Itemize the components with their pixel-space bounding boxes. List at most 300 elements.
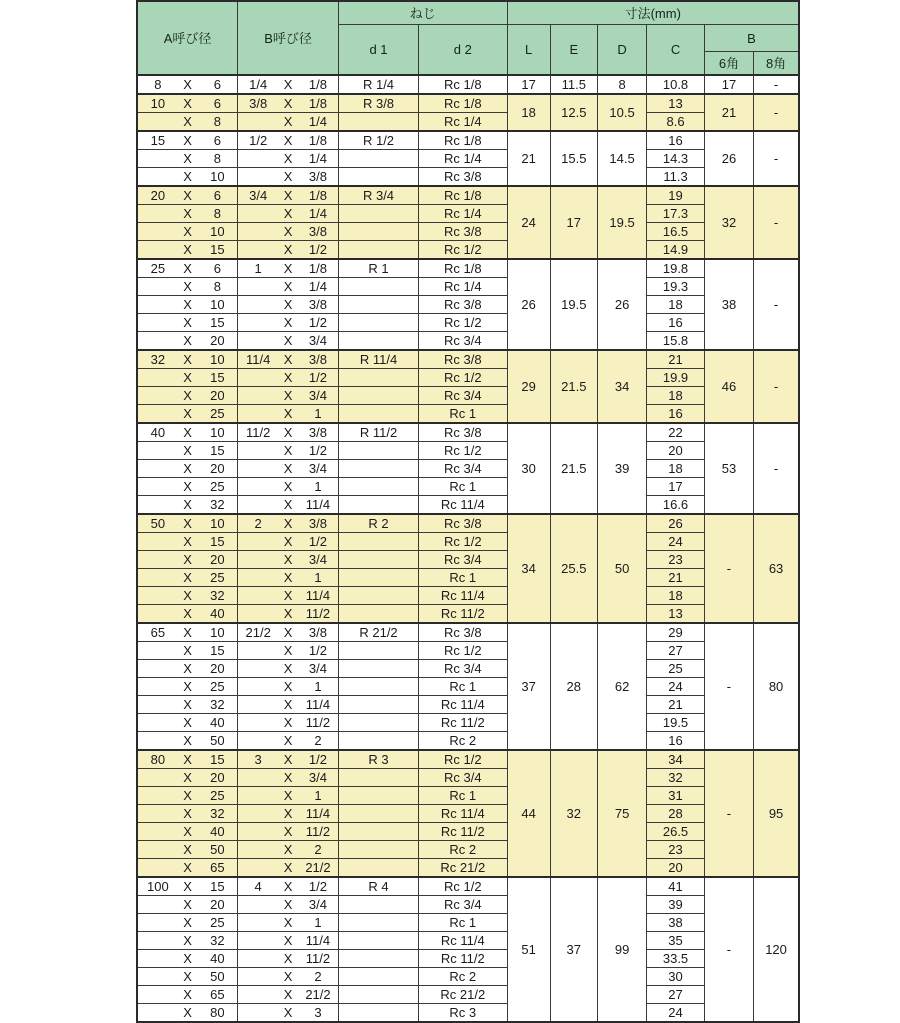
cell-b-nominal: X 1/4 bbox=[238, 205, 339, 223]
cell-b-nominal: 3 X 1/2 bbox=[238, 750, 339, 769]
cell-b-nominal: X 1/4 bbox=[238, 113, 339, 132]
cell-B-hex8: - bbox=[754, 259, 799, 350]
cell-C: 16 bbox=[647, 131, 705, 150]
cell-a-nominal: X 25 bbox=[137, 678, 238, 696]
cell-C: 14.3 bbox=[647, 150, 705, 168]
cell-a-nominal: X 20 bbox=[137, 387, 238, 405]
cell-d2: Rc 21/2 bbox=[419, 859, 507, 878]
cell-d2: Rc 1/4 bbox=[419, 205, 507, 223]
header-E: E bbox=[550, 25, 597, 76]
cell-C: 19 bbox=[647, 186, 705, 205]
cell-E: 19.5 bbox=[550, 259, 597, 350]
table-row bbox=[137, 986, 799, 1004]
table-row bbox=[137, 296, 799, 314]
header-D: D bbox=[597, 25, 646, 76]
table-row bbox=[137, 859, 799, 878]
cell-C: 17.3 bbox=[647, 205, 705, 223]
cell-a-nominal: X 20 bbox=[137, 551, 238, 569]
cell-d1: R 3 bbox=[338, 750, 418, 769]
cell-d1 bbox=[338, 369, 418, 387]
cell-E: 25.5 bbox=[550, 514, 597, 623]
cell-b-nominal: X 3/8 bbox=[238, 168, 339, 187]
cell-b-nominal: X 3/8 bbox=[238, 296, 339, 314]
table-row bbox=[137, 841, 799, 859]
cell-C: 16.5 bbox=[647, 223, 705, 241]
cell-B-hex8: - bbox=[754, 94, 799, 131]
cell-a-nominal: X 25 bbox=[137, 914, 238, 932]
cell-d1 bbox=[338, 605, 418, 624]
cell-d1 bbox=[338, 223, 418, 241]
cell-d2: Rc 1 bbox=[419, 678, 507, 696]
cell-d1 bbox=[338, 859, 418, 878]
table-row bbox=[137, 259, 799, 278]
cell-a-nominal: 20 X 6 bbox=[137, 186, 238, 205]
cell-d1 bbox=[338, 442, 418, 460]
cell-d2: Rc 2 bbox=[419, 732, 507, 751]
cell-b-nominal: X 1 bbox=[238, 787, 339, 805]
cell-d2: Rc 3/8 bbox=[419, 423, 507, 442]
cell-C: 30 bbox=[647, 968, 705, 986]
cell-C: 16 bbox=[647, 314, 705, 332]
cell-C: 15.8 bbox=[647, 332, 705, 351]
table-row bbox=[137, 769, 799, 787]
table-row bbox=[137, 75, 799, 94]
cell-a-nominal: X 8 bbox=[137, 150, 238, 168]
cell-d2: Rc 1/2 bbox=[419, 642, 507, 660]
cell-b-nominal: X 1/4 bbox=[238, 150, 339, 168]
cell-d2: Rc 1/2 bbox=[419, 442, 507, 460]
cell-L: 51 bbox=[507, 877, 550, 1022]
reducer-spec-table bbox=[136, 0, 800, 1023]
cell-a-nominal: X 50 bbox=[137, 968, 238, 986]
cell-D: 39 bbox=[597, 423, 646, 514]
cell-C: 17 bbox=[647, 478, 705, 496]
cell-d2: Rc 1/2 bbox=[419, 241, 507, 260]
cell-a-nominal: X 65 bbox=[137, 986, 238, 1004]
cell-B-hex8: 95 bbox=[754, 750, 799, 877]
cell-B-hex6: 46 bbox=[704, 350, 753, 423]
cell-a-nominal: X 20 bbox=[137, 896, 238, 914]
cell-C: 27 bbox=[647, 986, 705, 1004]
cell-E: 11.5 bbox=[550, 75, 597, 94]
cell-d2: Rc 11/4 bbox=[419, 932, 507, 950]
cell-d2: Rc 1/4 bbox=[419, 113, 507, 132]
cell-b-nominal: X 11/2 bbox=[238, 714, 339, 732]
cell-d1 bbox=[338, 205, 418, 223]
cell-d1 bbox=[338, 914, 418, 932]
header-d2: d 2 bbox=[419, 25, 507, 76]
cell-d1 bbox=[338, 533, 418, 551]
table-row bbox=[137, 950, 799, 968]
header-L: L bbox=[507, 25, 550, 76]
cell-a-nominal: 25 X 6 bbox=[137, 259, 238, 278]
cell-b-nominal: 11/4 X 3/8 bbox=[238, 350, 339, 369]
cell-C: 32 bbox=[647, 769, 705, 787]
cell-B-hex6: 26 bbox=[704, 131, 753, 186]
table-row bbox=[137, 569, 799, 587]
cell-C: 18 bbox=[647, 387, 705, 405]
cell-b-nominal: X 11/4 bbox=[238, 932, 339, 950]
table-row bbox=[137, 223, 799, 241]
header-thread-group: ねじ bbox=[338, 1, 507, 25]
cell-B-hex8: - bbox=[754, 131, 799, 186]
cell-L: 21 bbox=[507, 131, 550, 186]
cell-d1 bbox=[338, 332, 418, 351]
table-row bbox=[137, 186, 799, 205]
table-row bbox=[137, 551, 799, 569]
cell-d2: Rc 11/2 bbox=[419, 714, 507, 732]
cell-d2: Rc 1/8 bbox=[419, 131, 507, 150]
cell-a-nominal: X 32 bbox=[137, 696, 238, 714]
cell-b-nominal: X 11/2 bbox=[238, 823, 339, 841]
cell-B-hex6: 32 bbox=[704, 186, 753, 259]
cell-B-hex8: 80 bbox=[754, 623, 799, 750]
cell-d1 bbox=[338, 569, 418, 587]
table-row bbox=[137, 968, 799, 986]
cell-a-nominal: 32 X 10 bbox=[137, 350, 238, 369]
cell-d2: Rc 1 bbox=[419, 569, 507, 587]
table-row bbox=[137, 1004, 799, 1023]
header-B-hex6: 6角 bbox=[704, 52, 753, 76]
cell-a-nominal: 40 X 10 bbox=[137, 423, 238, 442]
cell-a-nominal: X 15 bbox=[137, 442, 238, 460]
cell-B-hex8: 120 bbox=[754, 877, 799, 1022]
cell-C: 38 bbox=[647, 914, 705, 932]
cell-a-nominal: X 40 bbox=[137, 714, 238, 732]
cell-b-nominal: X 2 bbox=[238, 732, 339, 751]
cell-E: 21.5 bbox=[550, 423, 597, 514]
cell-d2: Rc 1/8 bbox=[419, 259, 507, 278]
cell-C: 20 bbox=[647, 442, 705, 460]
cell-a-nominal: X 25 bbox=[137, 569, 238, 587]
table-row bbox=[137, 678, 799, 696]
cell-C: 26.5 bbox=[647, 823, 705, 841]
cell-a-nominal: X 25 bbox=[137, 478, 238, 496]
cell-C: 18 bbox=[647, 587, 705, 605]
table-row bbox=[137, 660, 799, 678]
cell-d1 bbox=[338, 678, 418, 696]
table-row bbox=[137, 369, 799, 387]
cell-D: 14.5 bbox=[597, 131, 646, 186]
cell-D: 8 bbox=[597, 75, 646, 94]
cell-L: 34 bbox=[507, 514, 550, 623]
table-row bbox=[137, 332, 799, 351]
cell-B-hex6: - bbox=[704, 514, 753, 623]
cell-d1 bbox=[338, 968, 418, 986]
cell-C: 19.8 bbox=[647, 259, 705, 278]
cell-C: 19.3 bbox=[647, 278, 705, 296]
cell-a-nominal: 10 X 6 bbox=[137, 94, 238, 113]
cell-C: 34 bbox=[647, 750, 705, 769]
cell-b-nominal: X 1/2 bbox=[238, 642, 339, 660]
cell-d1 bbox=[338, 496, 418, 515]
cell-b-nominal: X 11/4 bbox=[238, 587, 339, 605]
cell-a-nominal: X 15 bbox=[137, 533, 238, 551]
cell-d1 bbox=[338, 405, 418, 424]
cell-a-nominal: X 10 bbox=[137, 168, 238, 187]
cell-E: 21.5 bbox=[550, 350, 597, 423]
cell-d2: Rc 1/4 bbox=[419, 150, 507, 168]
cell-b-nominal: X 1 bbox=[238, 914, 339, 932]
cell-L: 29 bbox=[507, 350, 550, 423]
cell-a-nominal: 80 X 15 bbox=[137, 750, 238, 769]
cell-d2: Rc 3/8 bbox=[419, 168, 507, 187]
cell-d1 bbox=[338, 986, 418, 1004]
cell-L: 18 bbox=[507, 94, 550, 131]
table-row bbox=[137, 423, 799, 442]
header-b-nominal: B呼び径 bbox=[238, 1, 339, 75]
cell-C: 19.9 bbox=[647, 369, 705, 387]
cell-d1 bbox=[338, 387, 418, 405]
cell-a-nominal: X 65 bbox=[137, 859, 238, 878]
cell-d2: Rc 11/2 bbox=[419, 605, 507, 624]
cell-B-hex6: 17 bbox=[704, 75, 753, 94]
cell-d2: Rc 1 bbox=[419, 478, 507, 496]
cell-a-nominal: X 8 bbox=[137, 113, 238, 132]
cell-b-nominal: 21/2 X 3/8 bbox=[238, 623, 339, 642]
table-row bbox=[137, 496, 799, 515]
cell-b-nominal: 1/4 X 1/8 bbox=[238, 75, 339, 94]
cell-C: 29 bbox=[647, 623, 705, 642]
header-dimension-group: 寸法(mm) bbox=[507, 1, 799, 25]
cell-D: 26 bbox=[597, 259, 646, 350]
cell-b-nominal: X 1/2 bbox=[238, 241, 339, 260]
cell-B-hex8: - bbox=[754, 423, 799, 514]
cell-C: 23 bbox=[647, 841, 705, 859]
cell-L: 37 bbox=[507, 623, 550, 750]
cell-d2: Rc 3/8 bbox=[419, 223, 507, 241]
cell-d2: Rc 1 bbox=[419, 914, 507, 932]
cell-d2: Rc 3/4 bbox=[419, 769, 507, 787]
cell-d1: R 11/2 bbox=[338, 423, 418, 442]
cell-C: 10.8 bbox=[647, 75, 705, 94]
cell-C: 22 bbox=[647, 423, 705, 442]
cell-B-hex6: 21 bbox=[704, 94, 753, 131]
cell-d1 bbox=[338, 478, 418, 496]
cell-d2: Rc 3/4 bbox=[419, 660, 507, 678]
cell-a-nominal: X 10 bbox=[137, 296, 238, 314]
cell-d1 bbox=[338, 587, 418, 605]
cell-C: 20 bbox=[647, 859, 705, 878]
cell-E: 37 bbox=[550, 877, 597, 1022]
cell-d1 bbox=[338, 113, 418, 132]
table-row bbox=[137, 877, 799, 896]
cell-B-hex6: 38 bbox=[704, 259, 753, 350]
cell-d1: R 11/4 bbox=[338, 350, 418, 369]
cell-a-nominal: X 32 bbox=[137, 587, 238, 605]
cell-a-nominal: X 8 bbox=[137, 278, 238, 296]
cell-D: 19.5 bbox=[597, 186, 646, 259]
cell-d2: Rc 3/4 bbox=[419, 460, 507, 478]
cell-b-nominal: X 3/8 bbox=[238, 223, 339, 241]
cell-d1 bbox=[338, 950, 418, 968]
cell-b-nominal: 3/8 X 1/8 bbox=[238, 94, 339, 113]
cell-d2: Rc 1/2 bbox=[419, 369, 507, 387]
cell-d2: Rc 3/8 bbox=[419, 350, 507, 369]
cell-d2: Rc 1/2 bbox=[419, 314, 507, 332]
cell-d1 bbox=[338, 296, 418, 314]
cell-b-nominal: X 1/2 bbox=[238, 314, 339, 332]
cell-a-nominal: X 25 bbox=[137, 405, 238, 424]
cell-C: 26 bbox=[647, 514, 705, 533]
cell-a-nominal: 50 X 10 bbox=[137, 514, 238, 533]
cell-b-nominal: X 1/4 bbox=[238, 278, 339, 296]
cell-b-nominal: 2 X 3/8 bbox=[238, 514, 339, 533]
cell-C: 24 bbox=[647, 533, 705, 551]
cell-b-nominal: X 11/4 bbox=[238, 496, 339, 515]
table-row bbox=[137, 150, 799, 168]
cell-E: 17 bbox=[550, 186, 597, 259]
cell-d2: Rc 3/4 bbox=[419, 387, 507, 405]
cell-b-nominal: 1/2 X 1/8 bbox=[238, 131, 339, 150]
cell-b-nominal: X 1/2 bbox=[238, 369, 339, 387]
cell-C: 16 bbox=[647, 405, 705, 424]
cell-d1 bbox=[338, 150, 418, 168]
cell-d2: Rc 3/4 bbox=[419, 896, 507, 914]
cell-a-nominal: X 15 bbox=[137, 642, 238, 660]
cell-C: 33.5 bbox=[647, 950, 705, 968]
cell-d2: Rc 11/4 bbox=[419, 496, 507, 515]
cell-d1 bbox=[338, 714, 418, 732]
cell-C: 16.6 bbox=[647, 496, 705, 515]
cell-d1 bbox=[338, 278, 418, 296]
cell-d2: Rc 11/4 bbox=[419, 696, 507, 714]
cell-d2: Rc 2 bbox=[419, 841, 507, 859]
cell-d2: Rc 2 bbox=[419, 968, 507, 986]
table-row bbox=[137, 805, 799, 823]
cell-B-hex6: 53 bbox=[704, 423, 753, 514]
cell-d2: Rc 1/2 bbox=[419, 750, 507, 769]
cell-b-nominal: X 1 bbox=[238, 678, 339, 696]
cell-C: 24 bbox=[647, 678, 705, 696]
cell-d1 bbox=[338, 551, 418, 569]
cell-d2: Rc 11/2 bbox=[419, 823, 507, 841]
cell-a-nominal: X 25 bbox=[137, 787, 238, 805]
cell-B-hex6: - bbox=[704, 623, 753, 750]
cell-C: 28 bbox=[647, 805, 705, 823]
cell-d2: Rc 11/2 bbox=[419, 950, 507, 968]
cell-a-nominal: X 15 bbox=[137, 241, 238, 260]
cell-C: 16 bbox=[647, 732, 705, 751]
header-d1: d 1 bbox=[338, 25, 418, 76]
cell-C: 18 bbox=[647, 296, 705, 314]
cell-C: 39 bbox=[647, 896, 705, 914]
cell-d2: Rc 1/2 bbox=[419, 877, 507, 896]
cell-d1: R 21/2 bbox=[338, 623, 418, 642]
cell-b-nominal: 3/4 X 1/8 bbox=[238, 186, 339, 205]
cell-b-nominal: X 11/2 bbox=[238, 950, 339, 968]
cell-a-nominal: 8 X 6 bbox=[137, 75, 238, 94]
cell-d2: Rc 3/8 bbox=[419, 296, 507, 314]
table-row bbox=[137, 514, 799, 533]
cell-b-nominal: X 3/4 bbox=[238, 896, 339, 914]
cell-C: 35 bbox=[647, 932, 705, 950]
cell-d1 bbox=[338, 805, 418, 823]
cell-d1 bbox=[338, 787, 418, 805]
cell-C: 14.9 bbox=[647, 241, 705, 260]
cell-C: 21 bbox=[647, 569, 705, 587]
cell-a-nominal: X 40 bbox=[137, 823, 238, 841]
cell-D: 10.5 bbox=[597, 94, 646, 131]
cell-D: 34 bbox=[597, 350, 646, 423]
cell-C: 21 bbox=[647, 696, 705, 714]
cell-a-nominal: X 32 bbox=[137, 805, 238, 823]
cell-a-nominal: X 32 bbox=[137, 496, 238, 515]
cell-a-nominal: X 10 bbox=[137, 223, 238, 241]
table-row bbox=[137, 314, 799, 332]
cell-a-nominal: X 8 bbox=[137, 205, 238, 223]
table-row bbox=[137, 605, 799, 624]
cell-C: 23 bbox=[647, 551, 705, 569]
cell-d1 bbox=[338, 241, 418, 260]
table-row bbox=[137, 442, 799, 460]
cell-b-nominal: X 11/4 bbox=[238, 696, 339, 714]
cell-a-nominal: X 15 bbox=[137, 314, 238, 332]
cell-a-nominal: X 80 bbox=[137, 1004, 238, 1023]
table-row bbox=[137, 478, 799, 496]
cell-a-nominal: X 20 bbox=[137, 332, 238, 351]
header-B: B bbox=[704, 25, 799, 52]
table-row bbox=[137, 696, 799, 714]
cell-b-nominal: 4 X 1/2 bbox=[238, 877, 339, 896]
table-row bbox=[137, 623, 799, 642]
cell-a-nominal: X 40 bbox=[137, 605, 238, 624]
table-row bbox=[137, 914, 799, 932]
cell-d1: R 1 bbox=[338, 259, 418, 278]
table-row bbox=[137, 533, 799, 551]
table-row bbox=[137, 932, 799, 950]
cell-d1 bbox=[338, 168, 418, 187]
cell-b-nominal: X 3/4 bbox=[238, 460, 339, 478]
cell-d1 bbox=[338, 660, 418, 678]
table-row bbox=[137, 787, 799, 805]
cell-d2: Rc 1 bbox=[419, 787, 507, 805]
cell-a-nominal: X 50 bbox=[137, 732, 238, 751]
cell-b-nominal: X 3/4 bbox=[238, 551, 339, 569]
cell-E: 28 bbox=[550, 623, 597, 750]
cell-a-nominal: 65 X 10 bbox=[137, 623, 238, 642]
cell-b-nominal: X 3/4 bbox=[238, 660, 339, 678]
cell-d1: R 1/2 bbox=[338, 131, 418, 150]
table-row bbox=[137, 642, 799, 660]
cell-b-nominal: X 3/4 bbox=[238, 387, 339, 405]
cell-d1 bbox=[338, 460, 418, 478]
cell-C: 11.3 bbox=[647, 168, 705, 187]
cell-C: 13 bbox=[647, 94, 705, 113]
cell-d2: Rc 3/8 bbox=[419, 623, 507, 642]
cell-B-hex6: - bbox=[704, 877, 753, 1022]
cell-C: 25 bbox=[647, 660, 705, 678]
cell-d1: R 4 bbox=[338, 877, 418, 896]
table-row bbox=[137, 387, 799, 405]
cell-b-nominal: X 1 bbox=[238, 569, 339, 587]
cell-B-hex8: 63 bbox=[754, 514, 799, 623]
cell-b-nominal: X 1 bbox=[238, 405, 339, 424]
cell-d1 bbox=[338, 896, 418, 914]
header-row-1 bbox=[137, 1, 799, 25]
cell-a-nominal: X 32 bbox=[137, 932, 238, 950]
table-row bbox=[137, 168, 799, 187]
cell-L: 17 bbox=[507, 75, 550, 94]
cell-b-nominal: X 11/4 bbox=[238, 805, 339, 823]
cell-E: 15.5 bbox=[550, 131, 597, 186]
cell-a-nominal: X 15 bbox=[137, 369, 238, 387]
cell-d1 bbox=[338, 841, 418, 859]
cell-d2: Rc 3/8 bbox=[419, 514, 507, 533]
cell-C: 19.5 bbox=[647, 714, 705, 732]
cell-a-nominal: X 20 bbox=[137, 660, 238, 678]
table-row bbox=[137, 350, 799, 369]
